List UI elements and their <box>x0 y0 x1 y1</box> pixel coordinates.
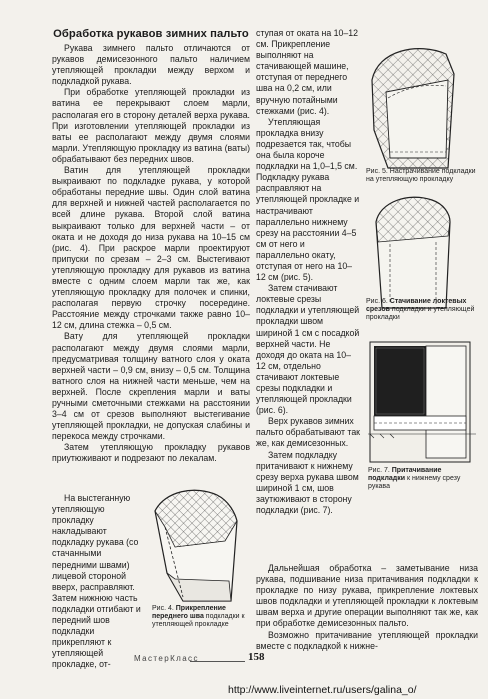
figure-7-caption: Рис. 7. Притачивание подкладки к нижнему срезу рукава <box>368 467 461 491</box>
section-heading: Обработка рукавов зимних пальто <box>53 28 249 40</box>
figure-6-sleeve-drawing <box>368 192 456 310</box>
paragraph: Утепляющая прокладка внизу подрезается так, чтобы она была короче подкладки на 1,0–1,5 см. Подкладку рукава расправляют на утепляющей прокладке и настрачивают параллельно нижнему срезу на расстоянии 4–5 см от него и параллельно окату, отступая от него на 10–12 см (рис. 5). <box>256 116 360 283</box>
left-column <box>52 28 250 465</box>
paragraph: Рукава зимнего пальто отличаются от рукавов демисезонного пальто наличием утепляющей прокладки между верхом и подкладкой рукава. <box>52 43 250 87</box>
paragraph: Верх рукавов зимних пальто обрабатывают так же, как демисезонных. <box>256 416 361 449</box>
source-url-watermark: http://www.liveinternet.ru/users/galina_o/ <box>228 684 417 696</box>
paragraph: Ватин для утепляющей прокладки выкраивают по подкладке рукава, у которой обработаны передние швы. Один слой ватина для верхней и нижней частей располагается по всей длине рукава. Второй слой ватина выкраивают только для верхней части – от оката и не доходя до низа рукава на 10–15 см (рис. 4). При раскрое марли проектируют припуски по срезам – 2–3 см. Выстегивают утепляющую прокладку для рукавов из ватина вместе с одним слоем марли так же, как утепляющую прокладку для полочек и спинки, располагая первую строчку посередине. Расстояние между строчками также равно 10–12 см, длина стежка – 0,5 см. <box>52 165 250 331</box>
paragraph: Вату для утепляющей прокладки располагают между двумя слоями марли, предусматривая толщину ватного слоя у оката верхней части – 0,9 см, внизу – 0,5 см. Толщина ватного слоя на нижней части меньше, чем на верхней. После скрепления марли и ваты ручными сметочными стежками на расстоянии 3–4 см от срезов выполняют выстегивание утепляющей прокладки, не допуская слабины и перекоса между строчками. <box>52 331 250 442</box>
paragraph: На выстеганную утепляющую прокладку накладывают подкладку рукава (со стачанными передними швами) лицевой стороной вверх, расправляют. Затем нижнюю часть подкладки отгибают и передний шов подкладки прикрепляют к утепляющей прокладке, от- <box>52 493 141 670</box>
bottom-right-text <box>256 563 478 652</box>
figure-6-caption: Рис. 6. Стачивание локтевых срезов подкладки и утепляющей прокладки <box>366 298 475 322</box>
figure-7-sleeve-drawing <box>366 338 478 466</box>
figure-5-caption: Рис. 5. Настрачивание подкладки на утепляющую прокладку <box>366 168 476 184</box>
middle-column <box>256 28 360 516</box>
footer-divider <box>190 661 245 662</box>
magazine-name: МастерКласс <box>134 654 199 663</box>
left-narrow-column <box>52 493 142 671</box>
paragraph: Затем подкладку притачивают к нижнему срезу верха рукава швом шириной 1 см, шов заутюживают в сторону подкладки (рис. 7). <box>256 449 359 516</box>
figure-4-sleeve-drawing <box>145 485 243 603</box>
paragraph: Дальнейшая обработка – заметывание низа рукава, подшивание низа притачивания подкладки к прокладке по низу рукава, прикрепление локтевых швов подкладки и утепляющей прокладки к локтевым швам верха и другие операции выполняют так же, как при обработке демисезонных пальто. <box>256 563 478 629</box>
paragraph: При обработке утепляющей прокладки из ватина ее перекрывают слоем марли, располагая его в сторону деталей верха рукава. При изготовлении утепляющей прокладки из ваты ее располагают между двумя слоями марли. Утепляющую прокладку из ватина (ваты) обрабатывают без передних швов. <box>52 87 250 164</box>
page-number: 158 <box>248 651 265 663</box>
paragraph: Возможно притачивание утепляющей прокладки вместе с подкладкой к нижне- <box>256 629 478 651</box>
figure-5-sleeve-drawing <box>368 40 456 170</box>
paragraph: Затем утепляющую прокладку рукавов приутюживают и подрезают по лекалам. <box>52 442 250 464</box>
figure-4-caption: Рис. 4. Прикрепление переднего шва подкладки к утепляющей прокладке <box>152 605 245 629</box>
paragraph: ступая от оката на 10–12 см. Прикрепление выполняют на стачивающей машине, отступая от переднего шва на 0,2 см, или вручную потайными стежками (рис. 4). <box>256 28 358 116</box>
paragraph: Затем стачивают локтевые срезы подкладки и утепляющей прокладки швом шириной 1 см с посадкой верхней части. Не доходя до оката на 10–12 см, отдельно стачивают локтевые срезы подкладки и утепляющей прокладки (рис. 6). <box>256 283 360 416</box>
